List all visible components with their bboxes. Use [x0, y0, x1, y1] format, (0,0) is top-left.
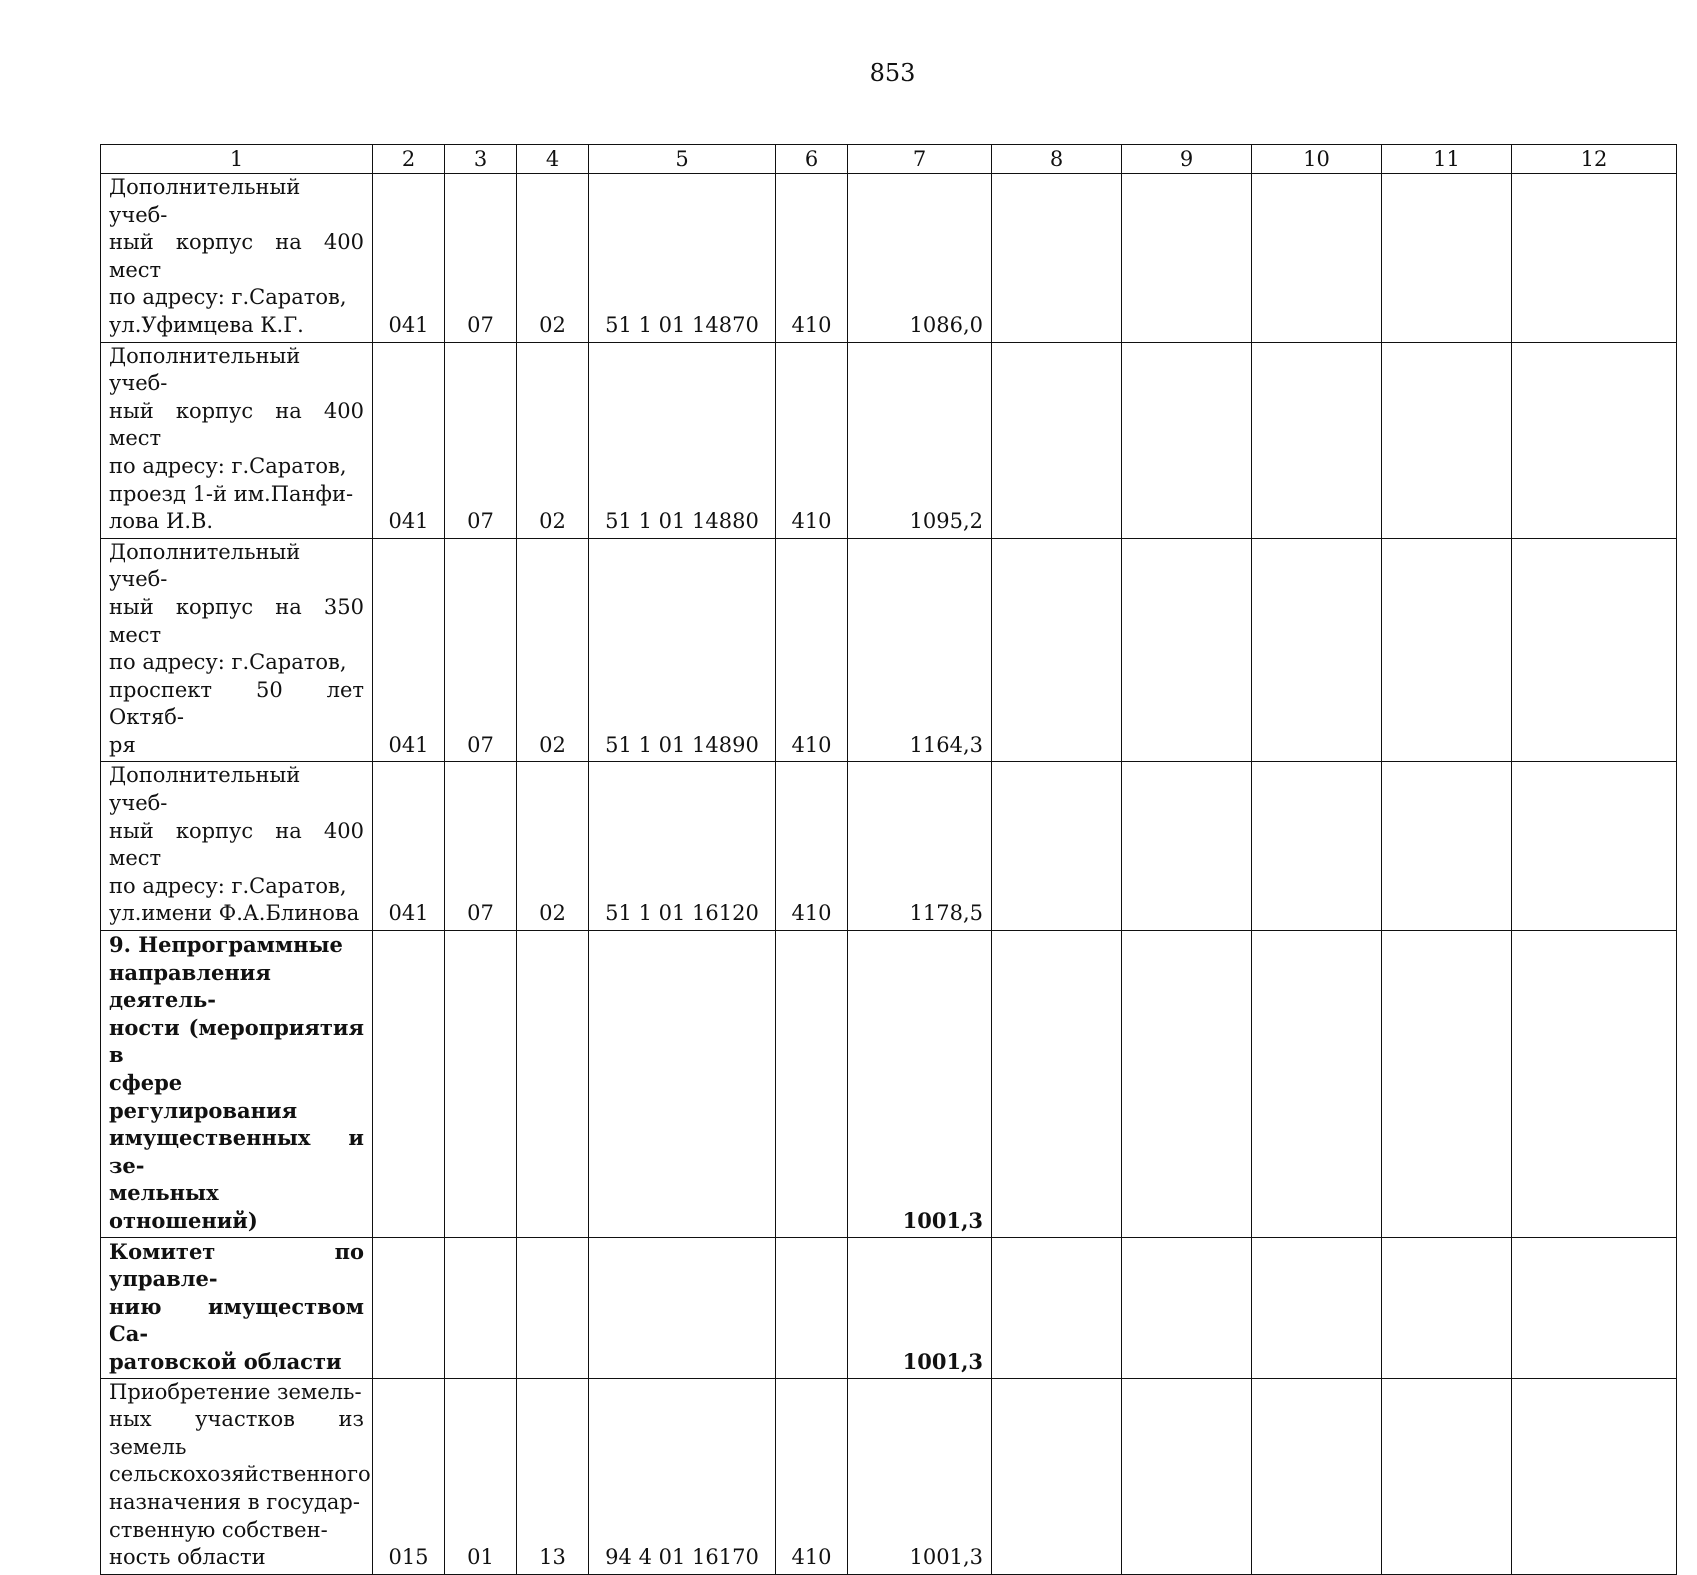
table-body	[101, 174, 1677, 1575]
target-article-cell	[589, 1237, 776, 1378]
row-name-cell	[101, 1237, 373, 1378]
subsection-code-cell: 02	[517, 342, 589, 538]
empty-cell-col-12	[1512, 762, 1677, 931]
row-name-line: проспект 50 лет Октяб-	[109, 677, 364, 730]
empty-cell-col-10	[1252, 174, 1382, 343]
section-code-cell: 01	[445, 1378, 517, 1574]
row-name-line: Приобретение земель-	[109, 1379, 362, 1404]
table-row	[101, 342, 1677, 538]
empty-cell-col-12	[1512, 1237, 1677, 1378]
row-name-cell	[101, 174, 373, 343]
row-name-line: мельных отношений)	[109, 1180, 258, 1233]
empty-cell-col-8	[992, 538, 1122, 762]
subsection-code-cell: 13	[517, 1378, 589, 1574]
empty-cell-col-9	[1122, 931, 1252, 1238]
subsection-code-cell: 02	[517, 174, 589, 343]
target-article-cell: 51 1 01 16120	[589, 762, 776, 931]
row-name-line: имущественных и зе-	[109, 1125, 364, 1178]
empty-cell-col-10	[1252, 931, 1382, 1238]
row-name-line: ный корпус на 350 мест	[109, 594, 364, 647]
target-article-cell: 51 1 01 14880	[589, 342, 776, 538]
column-header: 1	[101, 145, 373, 174]
column-header: 8	[992, 145, 1122, 174]
empty-cell-col-11	[1382, 762, 1512, 931]
row-name-line: Дополнительный учеб-	[109, 763, 301, 816]
row-name-line: ратовской области	[109, 1348, 342, 1374]
amount-cell: 1001,3	[848, 1237, 992, 1378]
column-header: 6	[776, 145, 848, 174]
empty-cell-col-10	[1252, 342, 1382, 538]
section-code-cell: 07	[445, 538, 517, 762]
row-name-line: ных участков из земель	[109, 1407, 364, 1459]
row-name-line: ул.Уфимцева К.Г.	[109, 312, 304, 337]
target-article-cell: 94 4 01 16170	[589, 1378, 776, 1574]
row-name-cell	[101, 1378, 373, 1574]
empty-cell-col-11	[1382, 342, 1512, 538]
empty-cell-col-12	[1512, 931, 1677, 1238]
row-name-cell	[101, 762, 373, 931]
column-header: 2	[373, 145, 445, 174]
column-header: 5	[589, 145, 776, 174]
chapter-code-cell: 015	[373, 1378, 445, 1574]
empty-cell-col-11	[1382, 538, 1512, 762]
empty-cell-col-9	[1122, 342, 1252, 538]
page-number: 853	[869, 59, 916, 87]
empty-cell-col-11	[1382, 174, 1512, 343]
empty-cell-col-8	[992, 931, 1122, 1238]
amount-cell: 1001,3	[848, 1378, 992, 1574]
table-row	[101, 538, 1677, 762]
empty-cell-col-9	[1122, 1378, 1252, 1574]
table-row	[101, 1237, 1677, 1378]
empty-cell-col-11	[1382, 1378, 1512, 1574]
row-name-line: сельскохозяйственного	[109, 1462, 371, 1487]
table-row	[101, 1378, 1677, 1574]
empty-cell-col-9	[1122, 762, 1252, 931]
row-name-line: ный корпус на 400 мест	[109, 818, 364, 871]
column-header: 4	[517, 145, 589, 174]
table-row	[101, 931, 1677, 1238]
table-row	[101, 762, 1677, 931]
empty-cell-col-11	[1382, 931, 1512, 1238]
row-name-line: проезд 1-й им.Панфи-	[109, 481, 354, 506]
column-header: 7	[848, 145, 992, 174]
chapter-code-cell: 041	[373, 174, 445, 343]
section-code-cell: 07	[445, 762, 517, 931]
chapter-code-cell	[373, 1237, 445, 1378]
column-header: 9	[1122, 145, 1252, 174]
target-article-cell: 51 1 01 14890	[589, 538, 776, 762]
chapter-code-cell: 041	[373, 342, 445, 538]
empty-cell-col-10	[1252, 538, 1382, 762]
expense-type-cell	[776, 931, 848, 1238]
target-article-cell	[589, 931, 776, 1238]
expense-type-cell: 410	[776, 538, 848, 762]
empty-cell-col-12	[1512, 174, 1677, 343]
row-name-line: Дополнительный учеб-	[109, 175, 301, 227]
column-header: 10	[1252, 145, 1382, 174]
empty-cell-col-9	[1122, 174, 1252, 343]
empty-cell-col-8	[992, 174, 1122, 343]
row-name-line: Комитет по управле-	[109, 1238, 364, 1292]
empty-cell-col-9	[1122, 538, 1252, 762]
expense-type-cell: 410	[776, 762, 848, 931]
row-name-line: ности (мероприятия в	[109, 1014, 364, 1068]
row-name-line: ственную собствен-	[109, 1517, 328, 1542]
expense-type-cell: 410	[776, 1378, 848, 1574]
subsection-code-cell: 02	[517, 538, 589, 762]
empty-cell-col-8	[992, 762, 1122, 931]
row-name-cell	[101, 931, 373, 1238]
target-article-cell: 51 1 01 14870	[589, 174, 776, 343]
row-name-line: по адресу: г.Саратов,	[109, 453, 347, 478]
empty-cell-col-11	[1382, 1237, 1512, 1378]
header-row	[101, 145, 1677, 174]
row-name-line: ный корпус на 400 мест	[109, 398, 364, 451]
row-name-line: нию имуществом Са-	[109, 1293, 364, 1347]
budget-table	[100, 144, 1677, 1575]
empty-cell-col-8	[992, 1378, 1122, 1574]
empty-cell-col-10	[1252, 1378, 1382, 1574]
row-name-line: Дополнительный учеб-	[109, 343, 301, 396]
amount-cell: 1095,2	[848, 342, 992, 538]
subsection-code-cell	[517, 1237, 589, 1378]
empty-cell-col-8	[992, 342, 1122, 538]
expense-type-cell: 410	[776, 174, 848, 343]
section-code-cell	[445, 931, 517, 1238]
empty-cell-col-12	[1512, 342, 1677, 538]
amount-cell: 1086,0	[848, 174, 992, 343]
chapter-code-cell: 041	[373, 762, 445, 931]
expense-type-cell	[776, 1237, 848, 1378]
table-row	[101, 174, 1677, 343]
column-header: 3	[445, 145, 517, 174]
amount-cell: 1178,5	[848, 762, 992, 931]
row-name-line: сфере регулирования	[109, 1070, 298, 1123]
row-name-line: ря	[109, 732, 136, 757]
row-name-line: назначения в государ-	[109, 1489, 360, 1514]
row-name-line: ный корпус на 400 мест	[109, 230, 364, 282]
section-code-cell: 07	[445, 174, 517, 343]
row-name-line: по адресу: г.Саратов,	[109, 650, 347, 675]
empty-cell-col-8	[992, 1237, 1122, 1378]
chapter-code-cell	[373, 931, 445, 1238]
column-header: 12	[1512, 145, 1677, 174]
subsection-code-cell	[517, 931, 589, 1238]
row-name-line: ность области	[109, 1545, 266, 1570]
section-code-cell: 07	[445, 342, 517, 538]
row-name-line: направления деятель-	[109, 959, 271, 1013]
empty-cell-col-12	[1512, 1378, 1677, 1574]
empty-cell-col-12	[1512, 538, 1677, 762]
row-name-line: лова И.В.	[109, 509, 214, 534]
expense-type-cell: 410	[776, 342, 848, 538]
row-name-line: Дополнительный учеб-	[109, 539, 301, 592]
row-name-cell	[101, 342, 373, 538]
section-code-cell	[445, 1237, 517, 1378]
chapter-code-cell: 041	[373, 538, 445, 762]
row-name-cell	[101, 538, 373, 762]
row-name-line: 9. Непрограммные	[109, 932, 343, 958]
subsection-code-cell: 02	[517, 762, 589, 931]
empty-cell-col-9	[1122, 1237, 1252, 1378]
empty-cell-col-10	[1252, 762, 1382, 931]
amount-cell: 1001,3	[848, 931, 992, 1238]
column-header: 11	[1382, 145, 1512, 174]
row-name-line: ул.имени Ф.А.Блинова	[109, 901, 360, 926]
amount-cell: 1164,3	[848, 538, 992, 762]
empty-cell-col-10	[1252, 1237, 1382, 1378]
row-name-line: по адресу: г.Саратов,	[109, 285, 347, 310]
row-name-line: по адресу: г.Саратов,	[109, 873, 347, 898]
